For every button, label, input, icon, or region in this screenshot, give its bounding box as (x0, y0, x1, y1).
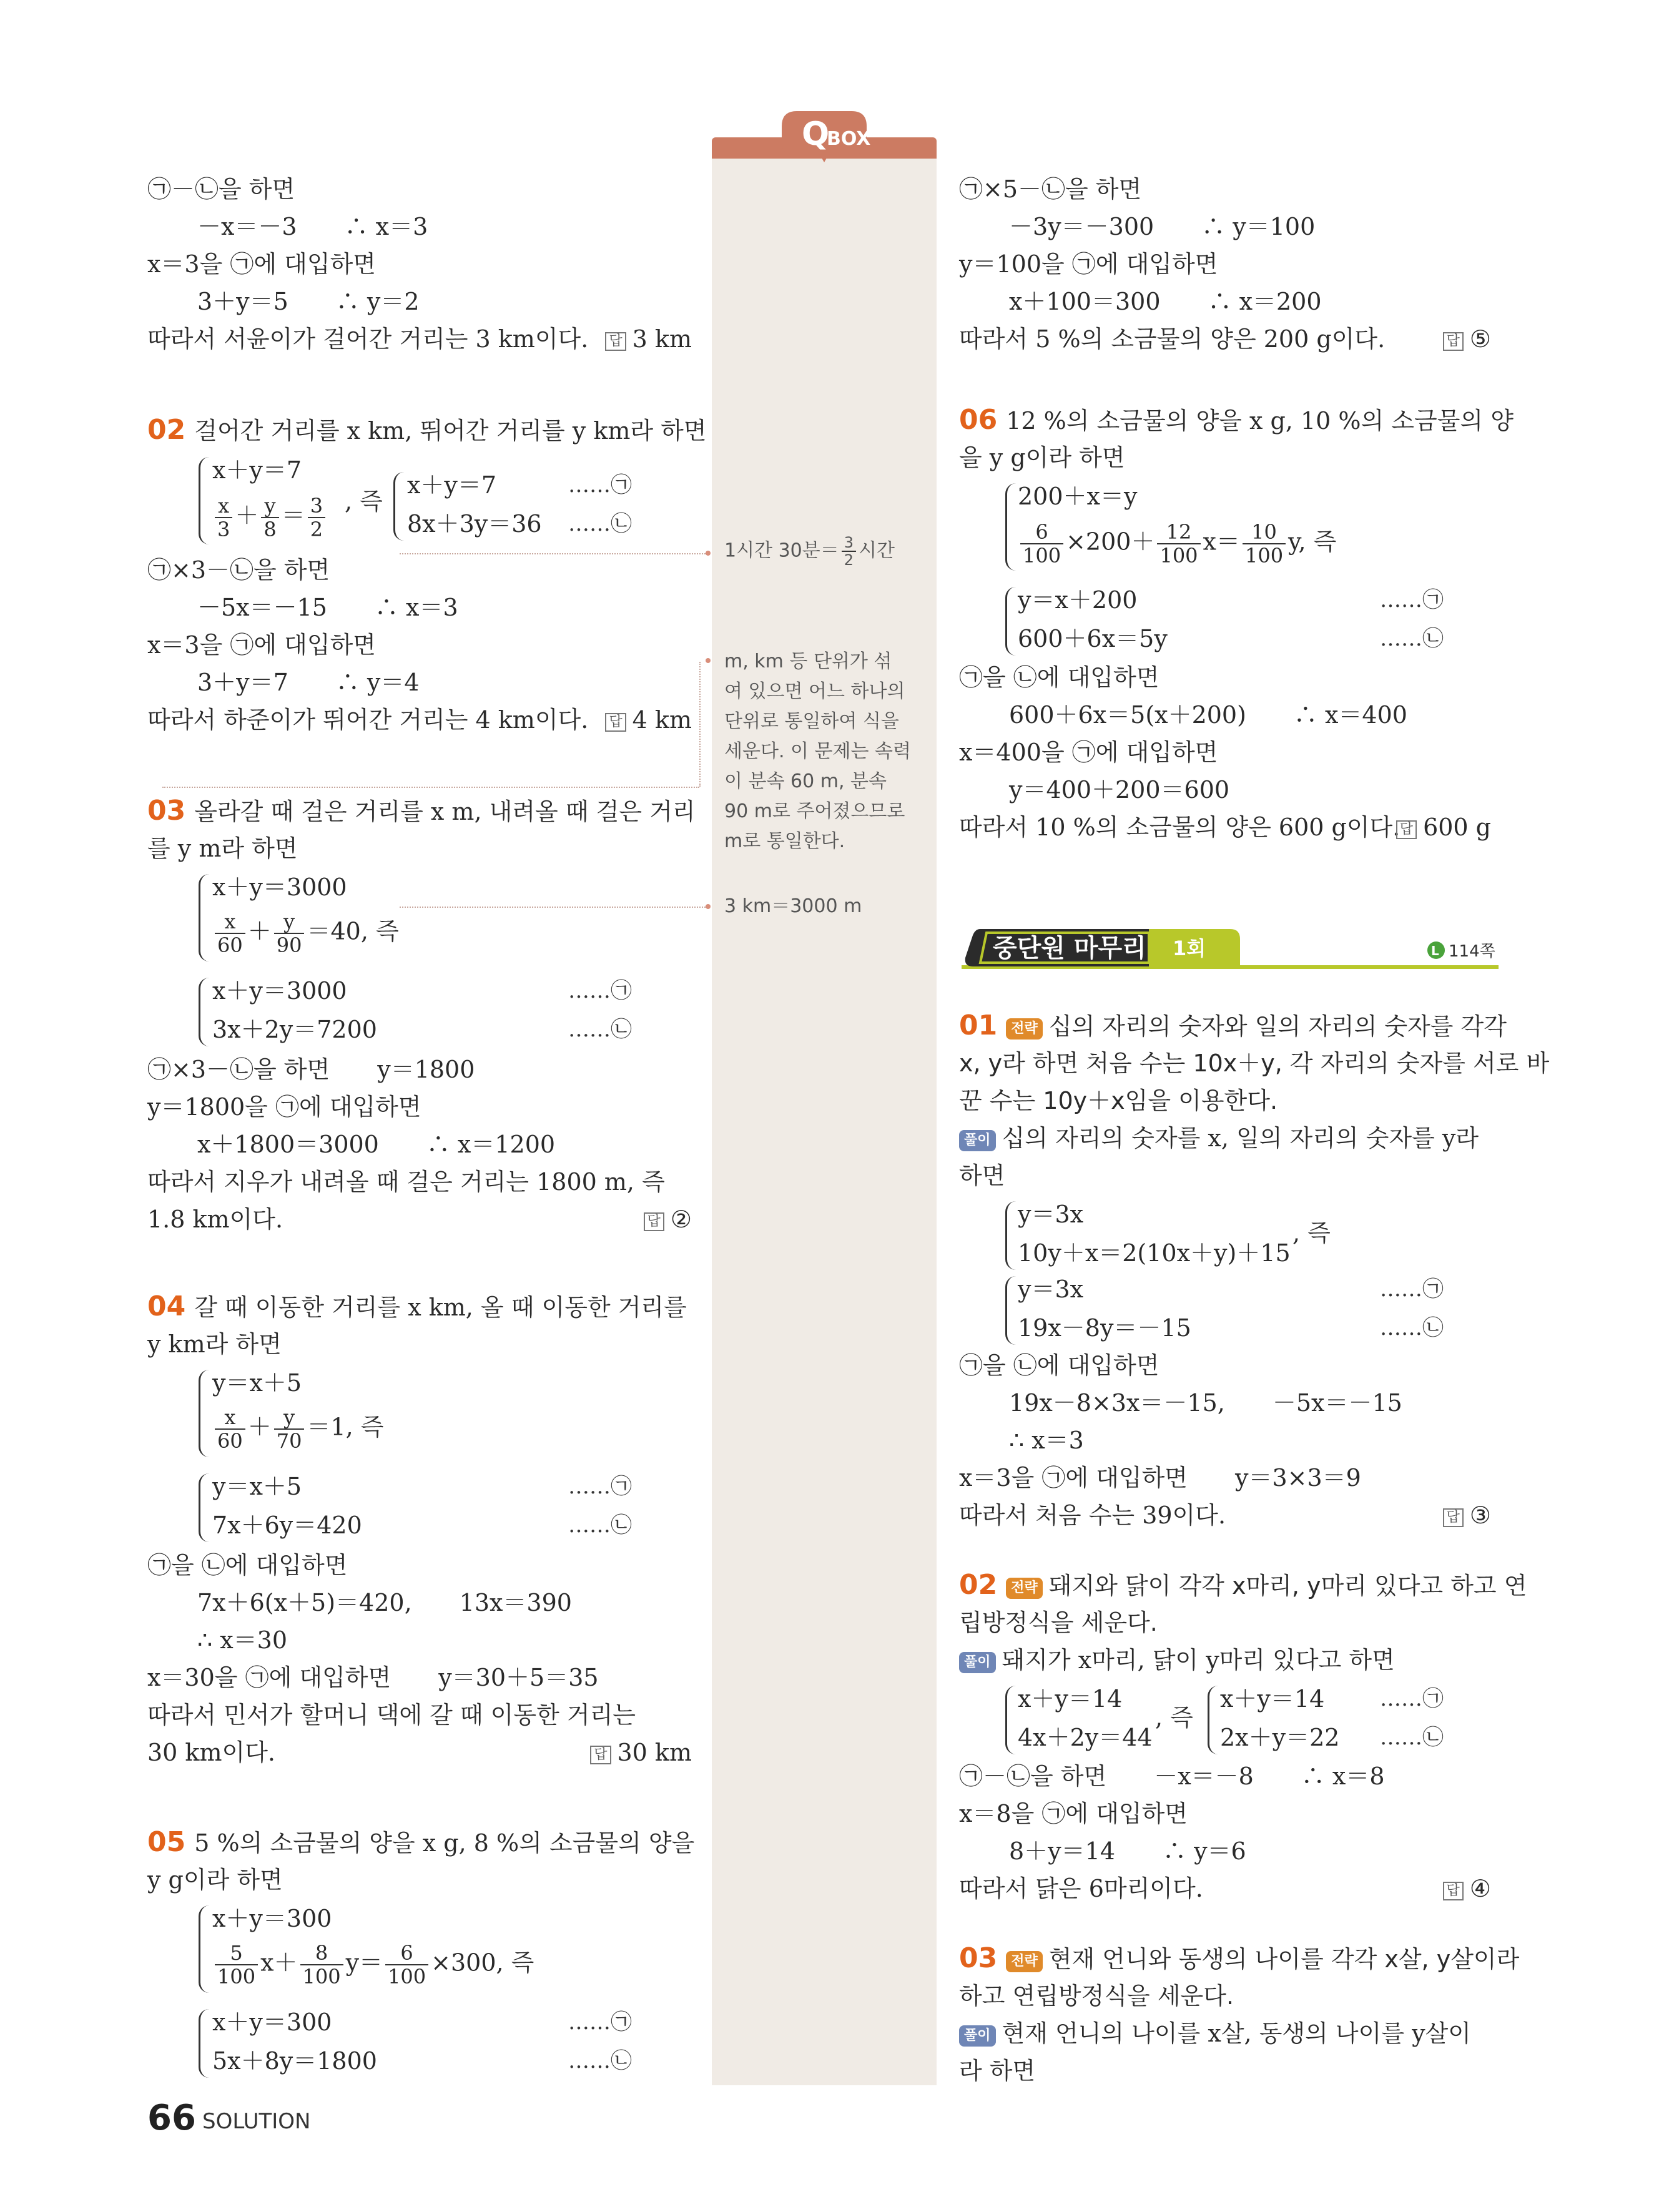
frac-num: y (274, 910, 305, 934)
frac-den: 100 (1023, 544, 1061, 568)
left-p04-e1: y＝x＋5 (212, 1369, 302, 1397)
banner-page-ref: 114쪽 (1449, 942, 1495, 961)
right-a-l3: y＝100을 ㉠에 대입하면 (959, 250, 1218, 278)
right-a-l5: 따라서 5 %의 소금물의 양은 200 g이다. (959, 325, 1386, 353)
left-p05-intro2: y g이라 하면 (147, 1866, 283, 1894)
p03-intro-text: 올라갈 때 걸은 거리를 x m, 내려올 때 걸은 거리 (194, 798, 696, 825)
right-p03-p1 (959, 2019, 1471, 2048)
left-p02-l1: ㉠×3－㉡을 하면 (147, 556, 330, 584)
left-brace (199, 2009, 209, 2078)
note2-line: 세운다. 이 문제는 속력 (724, 740, 911, 762)
right-p06-m2: ……㉡ (1380, 626, 1444, 651)
right-p01-l5: 따라서 처음 수는 39이다. (959, 1502, 1226, 1529)
problem-number: 03 (959, 1942, 998, 1974)
right-p01-l1: ㉠을 ㉡에 대입하면 (959, 1352, 1159, 1379)
note1-text-b: 시간 (859, 539, 895, 562)
right-p02-m1: ……㉠ (1380, 1686, 1444, 1711)
right-p02-l4: 따라서 닭은 6마리이다. (959, 1875, 1203, 1902)
answer-value: ⑤ (1469, 325, 1491, 353)
left-p02-l2: －5x＝－15 ∴ x＝3 (197, 594, 458, 621)
problem-number: 01 (959, 1010, 998, 1041)
right-p03-s1 (959, 1944, 1519, 1974)
left-brace (393, 472, 404, 541)
left-p02-e1: x＋y＝7 (212, 456, 302, 484)
right-brace (1208, 1686, 1218, 1754)
left-p03-l1: ㉠×3－㉡을 하면 y＝1800 (147, 1056, 475, 1083)
left-p03-intro2: 를 y m라 하면 (147, 835, 298, 862)
frac-den: 8 (263, 518, 277, 541)
right-p01-s1 (959, 1011, 1507, 1041)
eq-part: ×200＋ (1066, 528, 1155, 556)
left-brace (199, 978, 209, 1046)
left-p04-l5: 따라서 민서가 할머니 댁에 갈 때 이동한 거리는 (147, 1701, 636, 1729)
right-a-l1: ㉠×5－㉡을 하면 (959, 175, 1142, 203)
left-p02-e2: $\frac{x}{3}$ ＋ $\frac{y}{8}$ ＝ $\frac{3}{2}$ (212, 494, 328, 544)
eq-rest: ＝1 (307, 1413, 346, 1441)
frac-den: 100 (388, 1965, 426, 1988)
left-p02-l3: x＝3을 ㉠에 대입하면 (147, 631, 377, 659)
left-p02-jeuk: , 즉 (345, 488, 383, 515)
right-p02-p1 (959, 1646, 1395, 1674)
left-p02-m1: ……㉠ (568, 473, 632, 498)
qbox-box: BOX (827, 128, 871, 150)
right-brace (1005, 1686, 1016, 1754)
note1-num: 3 (842, 534, 856, 552)
answer-icon: 답 (590, 1746, 611, 1764)
left-p04-l6: 30 km이다. (147, 1739, 275, 1766)
right-brace (1005, 1201, 1016, 1270)
left-p03-l2: y＝1800을 ㉠에 대입하면 (147, 1093, 421, 1121)
right-p02-jeuk: , 즉 (1155, 1704, 1193, 1731)
problem-number: 04 (147, 1290, 186, 1322)
left-brace (199, 1370, 209, 1457)
left-p03-l5: 1.8 km이다. (147, 1206, 283, 1233)
left-p04-answer (562, 1738, 692, 1767)
answer-icon: 답 (1443, 1882, 1464, 1900)
answer-value: 4 km (632, 706, 692, 734)
right-p01-e2: 10y＋x＝2(10x＋y)＋15 (1018, 1239, 1291, 1267)
strategy-tag: 전략 (1006, 1018, 1043, 1040)
answer-icon: 답 (605, 332, 626, 351)
left-p04-l4: x＝30을 ㉠에 대입하면 y＝30＋5＝35 (147, 1664, 599, 1691)
frac-num: 8 (300, 1942, 343, 1965)
left-p04-m1: ……㉠ (568, 1474, 632, 1499)
right-p01-m2: ……㉡ (1380, 1315, 1444, 1340)
right-p06-e1: 200＋x＝y (1018, 483, 1138, 510)
frac-den: 100 (302, 1965, 341, 1988)
solution-text: 돼지가 x마리, 닭이 y마리 있다고 하면 (1002, 1646, 1395, 1674)
left-p04-intro1 (147, 1292, 687, 1322)
eq-part: y (1288, 528, 1299, 556)
right-brace (1005, 1276, 1016, 1345)
frac-den: 90 (276, 933, 302, 957)
frac-num: 3 (308, 494, 325, 518)
frac-den: 100 (1159, 544, 1198, 568)
page-ref-icon-letter: L (1431, 943, 1439, 958)
solution-text: 현재 언니의 나이를 x살, 동생의 나이를 y살이 (1002, 2020, 1472, 2047)
note2-line: m로 통일한다. (724, 830, 845, 852)
right-p02-e1: x＋y＝14 (1018, 1685, 1123, 1713)
banner-title: 중단원 마무리 (993, 934, 1146, 963)
frac-num: x (215, 910, 245, 934)
solution-text: 십의 자리의 숫자를 x, 일의 자리의 숫자를 y라 (1002, 1124, 1479, 1152)
right-p01-e1: y＝3x (1018, 1201, 1084, 1228)
footer-label: SOLUTION (202, 2109, 311, 2134)
right-p01-e4: 19x－8y＝－15 (1018, 1314, 1191, 1342)
right-p02-s2: 립방정식을 세운다. (959, 1609, 1158, 1636)
jeuk: , 즉 (1298, 528, 1337, 556)
left-p04-l1: ㉠을 ㉡에 대입하면 (147, 1551, 348, 1579)
frac-num: 10 (1243, 521, 1286, 544)
right-p02-e3: x＋y＝14 (1220, 1685, 1325, 1713)
problem-number: 02 (959, 1569, 998, 1601)
frac-den: 60 (217, 1429, 243, 1453)
strategy-text: 돼지와 닭이 각각 x마리, y마리 있다고 하고 연 (1048, 1572, 1527, 1600)
note-leader-3 (400, 907, 706, 908)
right-p02-e2: 4x＋2y＝44 (1018, 1724, 1153, 1751)
left-p05-e1: x＋y＝300 (212, 1905, 332, 1932)
left-p04-e3: y＝x＋5 (212, 1473, 302, 1500)
right-p06-e4: 600＋6x＝5y (1018, 625, 1168, 652)
answer-value: ③ (1469, 1502, 1491, 1529)
right-p02-l1: ㉠－㉡을 하면 －x＝－8 ∴ x＝8 (959, 1762, 1385, 1790)
note2-line: 여 있으면 어느 하나의 (724, 681, 905, 702)
left-a-answer (599, 325, 692, 353)
left-p03-answer (599, 1205, 692, 1234)
problem-number: 05 (147, 1826, 186, 1858)
left-p04-intro2: y km라 하면 (147, 1330, 282, 1358)
strategy-tag: 전략 (1006, 1578, 1043, 1599)
answer-value: ④ (1469, 1875, 1491, 1902)
frac-num: 6 (385, 1942, 428, 1965)
frac-den: 100 (1244, 544, 1284, 568)
left-p04-e2: $\frac{x}{60}$ ＋ $\frac{y}{70}$ ＝1, 즉 (212, 1406, 384, 1452)
left-p02-e3: x＋y＝7 (407, 471, 497, 499)
problem-number: 06 (959, 404, 998, 436)
left-a-l2: －x＝－3 ∴ x＝3 (197, 213, 428, 240)
left-p03-l3: x＋1800＝3000 ∴ x＝1200 (197, 1131, 556, 1158)
note-dot-1 (706, 551, 711, 556)
left-p03-e2: $\frac{x}{60}$ ＋ $\frac{y}{90}$ ＝40, 즉 (212, 910, 399, 956)
note2-line: 이 분속 60 m, 분속 (724, 770, 887, 792)
right-p02-e4: 2x＋y＝22 (1220, 1724, 1340, 1751)
left-p03-e3: x＋y＝3000 (212, 977, 347, 1005)
answer-value: 3 km (632, 325, 692, 353)
left-p02-l4: 3＋y＝7 ∴ y＝4 (197, 669, 420, 696)
right-p01-e3: y＝3x (1018, 1276, 1084, 1303)
frac-num: y (274, 1406, 305, 1430)
right-p01-jeuk: , 즉 (1292, 1219, 1331, 1247)
right-p02-m2: ……㉡ (1380, 1725, 1444, 1750)
frac-num: x (215, 1406, 245, 1430)
left-a-l4: 3＋y＝5 ∴ y＝2 (197, 288, 420, 315)
right-p06-intro2: 을 y g이라 하면 (959, 444, 1125, 471)
right-p06-intro1 (959, 406, 1514, 435)
note2-line: 90 m로 주어졌으므로 (724, 800, 905, 822)
left-p05-e4: 5x＋8y＝1800 (212, 2047, 377, 2075)
left-p02-answer (599, 705, 692, 734)
right-p01-s2: x, y라 하면 처음 수는 10x＋y, 각 자리의 숫자를 서로 바 (959, 1049, 1550, 1077)
jeuk: , 즉 (496, 1949, 534, 1977)
note1-text-a: 1시간 30분＝ (724, 539, 839, 562)
eq-part: x＝ (1203, 528, 1240, 556)
left-p04-l3: ∴ x＝30 (197, 1626, 288, 1654)
right-p01-p2: 하면 (959, 1162, 1005, 1189)
answer-icon: 답 (1443, 1508, 1464, 1527)
eq-part: y＝ (345, 1949, 383, 1977)
left-brace (199, 1905, 209, 1993)
right-p06-e3: y＝x＋200 (1018, 586, 1138, 614)
right-p03-p2: 라 하면 (959, 2057, 1036, 2085)
note-leader-1 (400, 553, 706, 554)
jeuk: , 즉 (345, 1413, 384, 1441)
right-p01-l2: 19x－8×3x＝－15, －5x＝－15 (1009, 1389, 1402, 1417)
note2-line: 단위로 통일하여 식을 (724, 710, 899, 732)
answer-value: ② (670, 1206, 692, 1233)
right-p01-answer (1411, 1501, 1491, 1530)
left-p05-e3: x＋y＝300 (212, 2008, 332, 2036)
strategy-text: 현재 언니와 동생의 나이를 각각 x살, y살이라 (1048, 1945, 1520, 1973)
qbox-note-1 (724, 534, 895, 568)
frac-num: x (215, 494, 232, 518)
frac-num: 5 (215, 1942, 258, 1965)
left-a-l5: 따라서 서윤이가 걸어간 거리는 3 km이다. (147, 325, 589, 353)
left-p03-m2: ……㉡ (568, 1017, 632, 1042)
note1-den: 2 (844, 551, 854, 569)
strategy-tag: 전략 (1006, 1951, 1043, 1972)
note-leader-2v (699, 662, 701, 787)
right-p06-l3: x＝400을 ㉠에 대입하면 (959, 739, 1218, 766)
note-dot-2 (706, 658, 711, 663)
left-p03-e4: 3x＋2y＝7200 (212, 1016, 377, 1043)
left-p03-l4: 따라서 지우가 내려올 때 걸은 거리는 1800 m, 즉 (147, 1168, 665, 1196)
problem-number: 03 (147, 795, 186, 827)
left-p04-e4: 7x＋6y＝420 (212, 1512, 362, 1539)
right-p03-s2: 하고 연립방정식을 세운다. (959, 1982, 1234, 2010)
p05-intro-text: 5 %의 소금물의 양을 x g, 8 %의 소금물의 양을 (194, 1829, 695, 1857)
frac-den: 2 (310, 518, 323, 541)
answer-icon: 답 (1396, 820, 1417, 839)
left-brace (199, 874, 209, 961)
right-p06-answer (1380, 813, 1491, 842)
right-brace (1005, 483, 1016, 571)
right-p06-l4: y＝400＋200＝600 (1009, 776, 1230, 804)
right-p01-p1 (959, 1124, 1479, 1153)
answer-icon: 답 (605, 713, 626, 732)
banner-round: 1회 (1173, 936, 1206, 960)
qbox-note-3: 3 km＝3000 m (724, 895, 862, 917)
left-p02-e4: 8x＋3y＝36 (407, 510, 542, 538)
frac-den: 100 (217, 1965, 256, 1988)
right-p06-l1: ㉠을 ㉡에 대입하면 (959, 664, 1159, 691)
solution-tag: 풀이 (959, 1652, 996, 1673)
note-leader-2h (162, 787, 699, 788)
jeuk: , 즉 (360, 917, 399, 945)
p04-intro-text: 갈 때 이동한 거리를 x km, 올 때 이동한 거리를 (194, 1294, 687, 1321)
right-p06-m1: ……㉠ (1380, 587, 1444, 612)
left-p04-m2: ……㉡ (568, 1513, 632, 1538)
right-p06-l5: 따라서 10 %의 소금물의 양은 600 g이다. (959, 814, 1401, 841)
problem-number: 02 (147, 414, 186, 446)
frac-num: y (261, 494, 278, 518)
left-p02-m2: ……㉡ (568, 511, 632, 536)
left-a-l1: ㉠－㉡을 하면 (147, 175, 295, 203)
frac-den: 70 (276, 1429, 302, 1453)
qbox-note-2 (724, 647, 911, 857)
note2-line: m, km 등 단위가 섞 (724, 651, 892, 672)
right-p02-answer (1411, 1874, 1491, 1903)
qbox-q: Q (802, 116, 830, 153)
left-p03-e1: x＋y＝3000 (212, 873, 347, 901)
section-banner (962, 920, 1499, 974)
right-a-l2: －3y＝－300 ∴ y＝100 (1009, 213, 1316, 240)
frac-num: 12 (1157, 521, 1200, 544)
right-p02-l2: x＝8을 ㉠에 대입하면 (959, 1800, 1188, 1827)
p06-intro-text: 12 %의 소금물의 양을 x g, 10 %의 소금물의 양 (1006, 407, 1514, 435)
note-dot-3 (706, 904, 711, 909)
right-p01-l3: ∴ x＝3 (1009, 1427, 1084, 1454)
right-a-answer (1411, 325, 1491, 353)
eq-part: ×300 (431, 1949, 496, 1977)
left-p04-l2: 7x＋6(x＋5)＝420, 13x＝390 (197, 1589, 572, 1616)
right-p02-s1 (959, 1571, 1527, 1600)
answer-value: 600 g (1423, 814, 1491, 841)
right-p06-e2 (1018, 521, 1336, 567)
right-p01-s3: 꾼 수는 10y＋x임을 이용한다. (959, 1087, 1278, 1114)
qbox-logo (769, 107, 879, 167)
left-p03-m1: ……㉠ (568, 978, 632, 1003)
left-p05-m1: ……㉠ (568, 2010, 632, 2035)
qbox-strip (712, 150, 937, 2085)
left-p02-intro (147, 416, 707, 445)
left-p03-intro1 (147, 797, 696, 826)
right-brace (1005, 587, 1016, 656)
left-p05-e2 (212, 1942, 534, 1988)
right-p01-m1: ……㉠ (1380, 1277, 1444, 1302)
answer-value: 30 km (617, 1739, 692, 1766)
frac-den: 60 (217, 933, 243, 957)
left-a-l3: x＝3을 ㉠에 대입하면 (147, 250, 377, 278)
left-p02-l5: 따라서 하준이가 뛰어간 거리는 4 km이다. (147, 706, 589, 734)
solution-tag: 풀이 (959, 2025, 996, 2047)
frac-num: 6 (1020, 521, 1063, 544)
answer-icon: 답 (644, 1212, 664, 1231)
strategy-text: 십의 자리의 숫자와 일의 자리의 숫자를 각각 (1048, 1013, 1507, 1040)
right-p06-l2: 600＋6x＝5(x＋200) ∴ x＝400 (1009, 701, 1407, 729)
right-p02-l3: 8＋y＝14 ∴ y＝6 (1009, 1837, 1246, 1865)
page-number: 66 (147, 2098, 196, 2138)
answer-icon: 답 (1443, 332, 1464, 351)
left-brace (199, 457, 209, 544)
solution-tag: 풀이 (959, 1130, 996, 1151)
left-p05-m2: ……㉡ (568, 2048, 632, 2073)
p02-intro-text: 걸어간 거리를 x km, 뛰어간 거리를 y km라 하면 (194, 417, 707, 445)
eq-part: x＋ (260, 1949, 298, 1977)
eq-rest: ＝40 (307, 917, 361, 945)
right-a-l4: x＋100＝300 ∴ x＝200 (1009, 288, 1322, 315)
frac-den: 3 (217, 518, 230, 541)
right-p01-l4: x＝3을 ㉠에 대입하면 y＝3×3＝9 (959, 1464, 1361, 1492)
left-p05-intro1 (147, 1828, 694, 1857)
left-brace (199, 1473, 209, 1542)
